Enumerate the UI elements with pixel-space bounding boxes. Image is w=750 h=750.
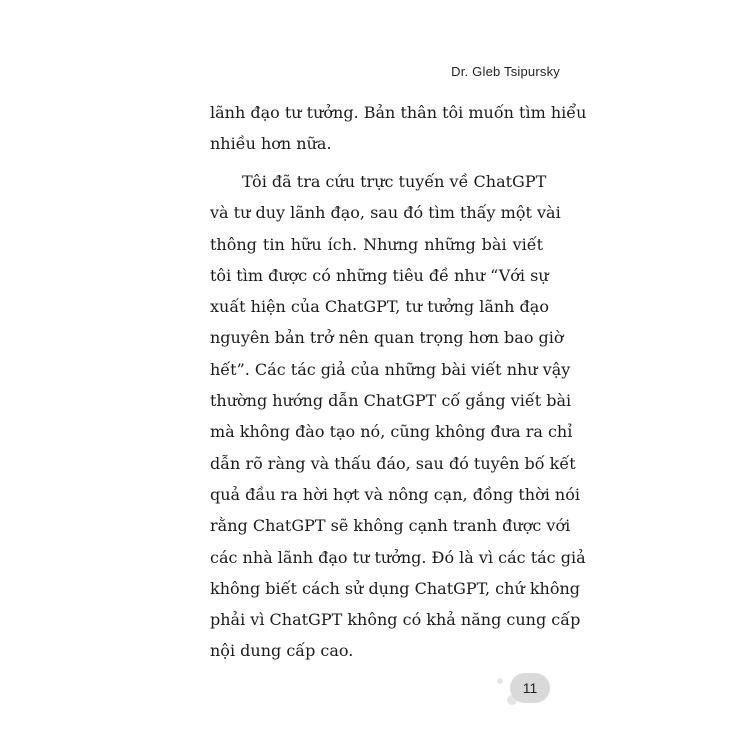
text-line: thông tin hữu ích. Nhưng những bài viết: [210, 234, 543, 254]
text-line: phải vì ChatGPT không có khả năng cung cấp: [210, 610, 581, 630]
text-line: dẫn rõ ràng và thấu đáo, sau đó tuyên bố kết: [210, 453, 576, 473]
text-line: các nhà lãnh đạo tư tưởng. Đó là vì các tác giả: [210, 547, 586, 567]
page-number: 11: [522, 680, 538, 696]
text-line: rằng ChatGPT sẽ không cạnh tranh được với: [210, 516, 571, 536]
text-line: nguyên bản trở nên quan trọng hơn bao giờ: [210, 328, 564, 348]
text-line: hết”. Các tác giả của những bài viết như vậy: [210, 359, 571, 379]
text-line: và tư duy lãnh đạo, sau đó tìm thấy một vài: [210, 203, 561, 223]
text-line: lãnh đạo tư tưởng. Bản thân tôi muốn tìm hiểu: [210, 103, 587, 122]
paragraph-1: [210, 97, 587, 160]
text-line: xuất hiện của ChatGPT, tư tưởng lãnh đạo: [210, 297, 549, 317]
text-line: nhiều hơn nữa.: [210, 134, 332, 154]
text-line: quả đầu ra hời hợt và nông cạn, đồng thời nói: [210, 484, 580, 504]
page-badge-decoration-dot: [497, 678, 503, 684]
running-header-author: Dr. Gleb Tsipursky: [451, 64, 560, 79]
text-line: nội dung cấp cao.: [210, 641, 354, 661]
page-number-badge: [510, 673, 550, 703]
text-line: tôi tìm được có những tiêu đề như “Với sự: [210, 265, 549, 285]
paragraph-2: [210, 166, 586, 667]
text-line: không biết cách sử dụng ChatGPT, chứ không: [210, 578, 581, 598]
text-line: Tôi đã tra cứu trực tuyến về ChatGPT: [242, 172, 547, 191]
text-line: mà không đào tạo nó, cũng không đưa ra chỉ: [210, 422, 573, 442]
text-line: thường hướng dẫn ChatGPT cố gắng viết bài: [210, 391, 572, 411]
